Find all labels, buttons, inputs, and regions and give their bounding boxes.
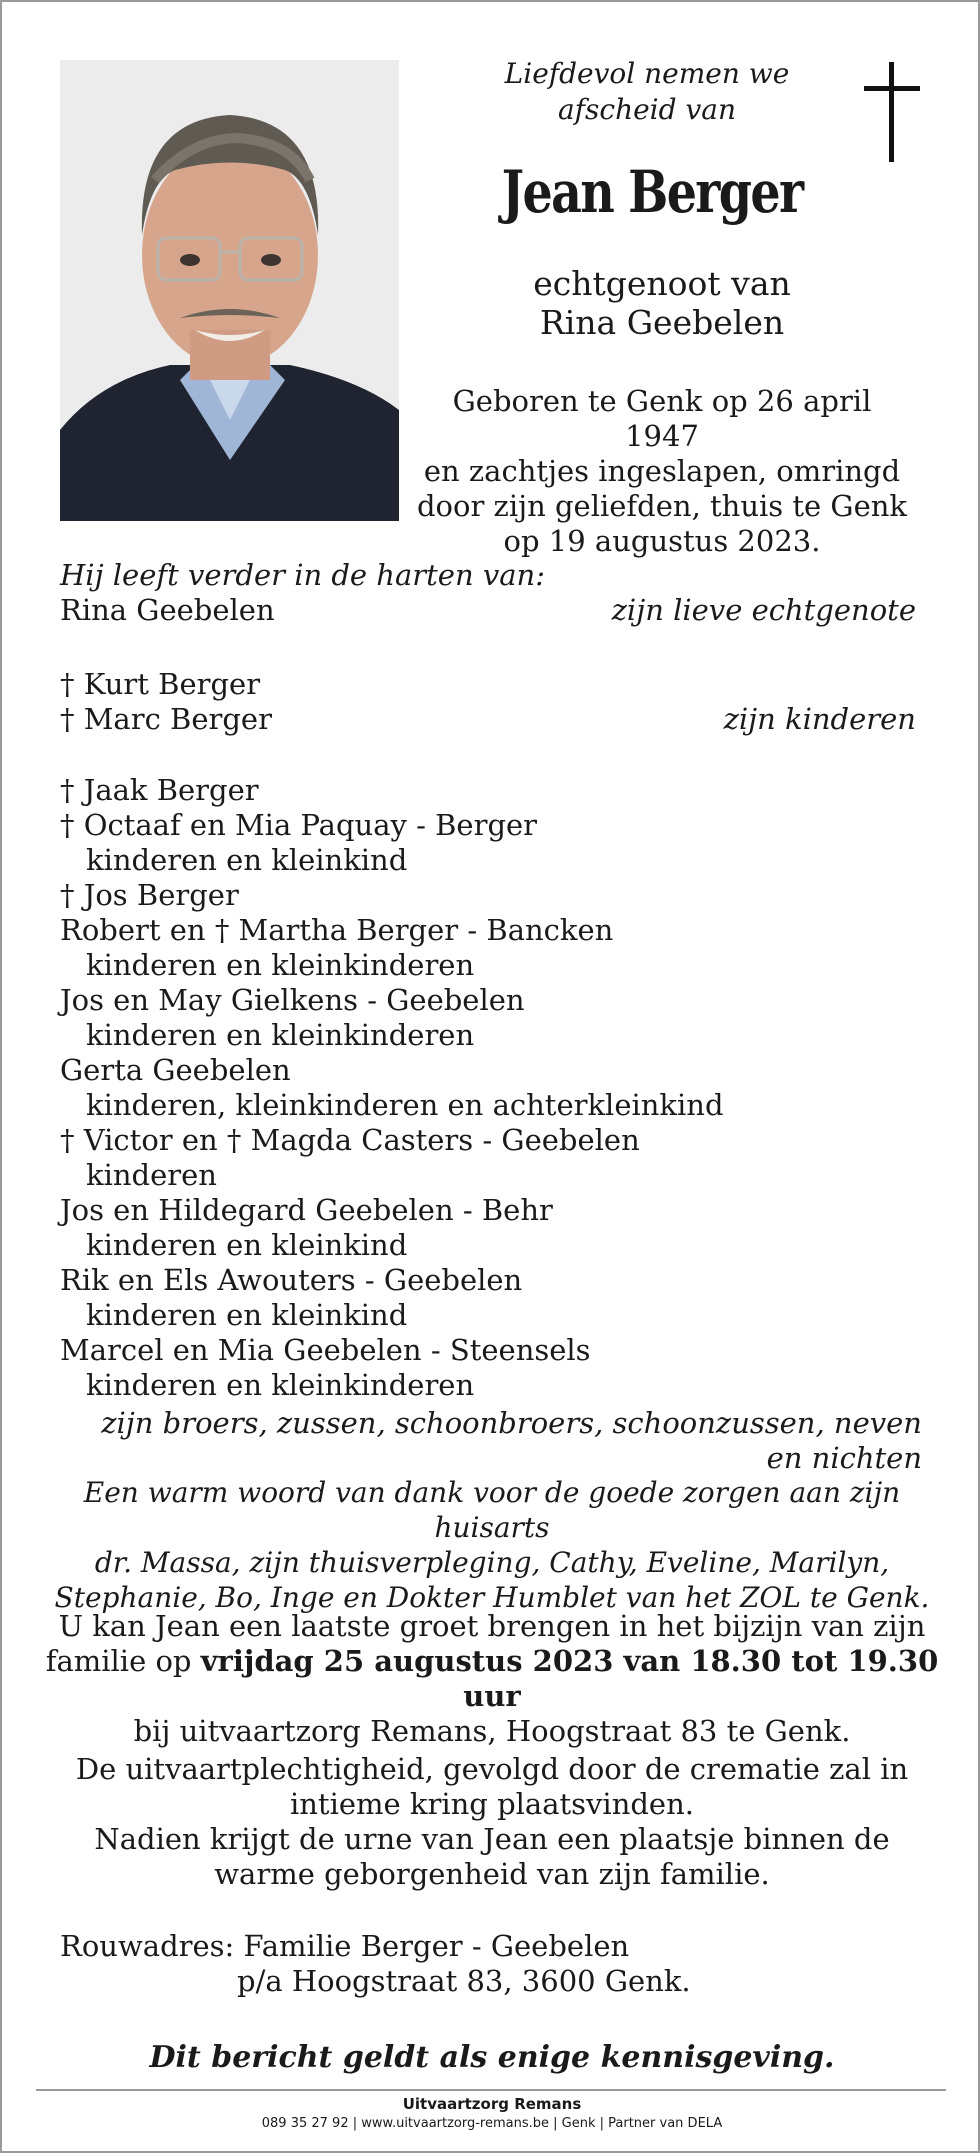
footer-divider [36, 2089, 946, 2091]
sibling-line: Rik en Els Awouters - Geebelen [60, 1263, 523, 1297]
undertaker-name: Uitvaartzorg Remans [402, 2095, 582, 2113]
thanks-line: Stephanie, Bo, Inge en Dokter Humblet van het ZOL te Genk. [54, 1581, 930, 1614]
notice-text: Dit bericht geldt als enige kennisgeving. [149, 2040, 835, 2075]
birth-death-text [412, 384, 912, 559]
visit-line: U kan Jean een laatste groet brengen in het bijzijn van zijn [58, 1609, 926, 1643]
undertaker-contact: 089 35 27 92 | www.uitvaartzorg-remans.be | Genk | Partner van DELA [261, 2116, 723, 2131]
sibling-sub-line: kinderen en kleinkind [86, 1298, 408, 1332]
visit-prefix: familie op [45, 1644, 201, 1678]
sibling-sub-line: kinderen en kleinkind [86, 843, 408, 877]
bio-line: en zachtjes ingeslapen, omringd [423, 454, 901, 488]
bio-line: op 19 augustus 2023. [503, 524, 821, 558]
sibling-sub-line: kinderen en kleinkinderen [86, 1368, 475, 1402]
sibling-sub-line: kinderen en kleinkinderen [86, 1018, 475, 1052]
bio-line: door zijn geliefden, thuis te Genk [416, 489, 907, 523]
visit-line [42, 1644, 942, 1714]
cross-icon [864, 62, 920, 162]
sibling-line: Jos en May Gielkens - Geebelen [60, 983, 525, 1017]
sibling-line: † Octaaf en Mia Paquay - Berger [60, 808, 538, 842]
address-line: p/a Hoogstraat 83, 3600 Genk. [237, 1964, 691, 1998]
deceased-name: Jean Berger [501, 158, 803, 226]
visit-datetime: vrijdag 25 augustus 2023 van 18.30 tot 19.30 uur [200, 1644, 939, 1713]
sibling-line: † Jaak Berger [60, 773, 259, 807]
sibling-sub-line: kinderen [86, 1158, 217, 1192]
thanks-line: dr. Massa, zijn thuisverpleging, Cathy, Eveline, Marilyn, [94, 1546, 890, 1579]
thanks-text [42, 1475, 942, 1615]
child-name: † Kurt Berger [60, 667, 261, 701]
family-lead: Hij leeft verder in de harten van: [60, 558, 545, 592]
intro-line: Liefdevol nemen we [504, 57, 790, 90]
spouse-name: Rina Geebelen [539, 303, 785, 342]
intro-line: afscheid van [557, 93, 737, 126]
visit-line: bij uitvaartzorg Remans, Hoogstraat 83 te Genk. [133, 1714, 851, 1748]
child-name: † Marc Berger [60, 702, 272, 736]
sibling-line: † Victor en † Magda Casters - Geebelen [60, 1123, 640, 1157]
intro-text [422, 56, 872, 128]
wife-name: Rina Geebelen [60, 593, 275, 627]
spouse-label: echtgenoot van [533, 264, 791, 303]
sibling-line: Robert en † Martha Berger - Bancken [60, 913, 614, 947]
thanks-line: Een warm woord van dank voor de goede zorgen aan zijn huisarts [83, 1476, 901, 1544]
address-line: Rouwadres: Familie Berger - Geebelen [60, 1929, 630, 1963]
sibling-line: Jos en Hildegard Geebelen - Behr [60, 1193, 553, 1227]
portrait-photo [60, 60, 399, 521]
funeral-line: warme geborgenheid van zijn familie. [214, 1857, 770, 1891]
funeral-line: De uitvaartplechtigheid, gevolgd door de crematie zal in [75, 1752, 909, 1786]
visitation-text [42, 1609, 942, 1749]
funeral-line: Nadien krijgt de urne van Jean een plaatsje binnen de [94, 1822, 890, 1856]
sibling-line: Gerta Geebelen [60, 1053, 291, 1087]
sibling-line: Marcel en Mia Geebelen - Steensels [60, 1333, 591, 1367]
sibling-sub-line: kinderen, kleinkinderen en achterkleinkind [86, 1088, 724, 1122]
siblings-summary: zijn broers, zussen, schoonbroers, schoonzussen, neven en nichten [101, 1406, 922, 1475]
sibling-sub-line: kinderen en kleinkinderen [86, 948, 475, 982]
sibling-line: † Jos Berger [60, 878, 239, 912]
sibling-sub-line: kinderen en kleinkind [86, 1228, 408, 1262]
funeral-line: intieme kring plaatsvinden. [289, 1787, 694, 1821]
funeral-text [42, 1752, 942, 1892]
spouse-block [432, 264, 892, 342]
children-relation: zijn kinderen [723, 702, 916, 736]
wife-relation: zijn lieve echtgenote [611, 593, 916, 627]
bio-line: Geboren te Genk op 26 april 1947 [452, 384, 872, 453]
